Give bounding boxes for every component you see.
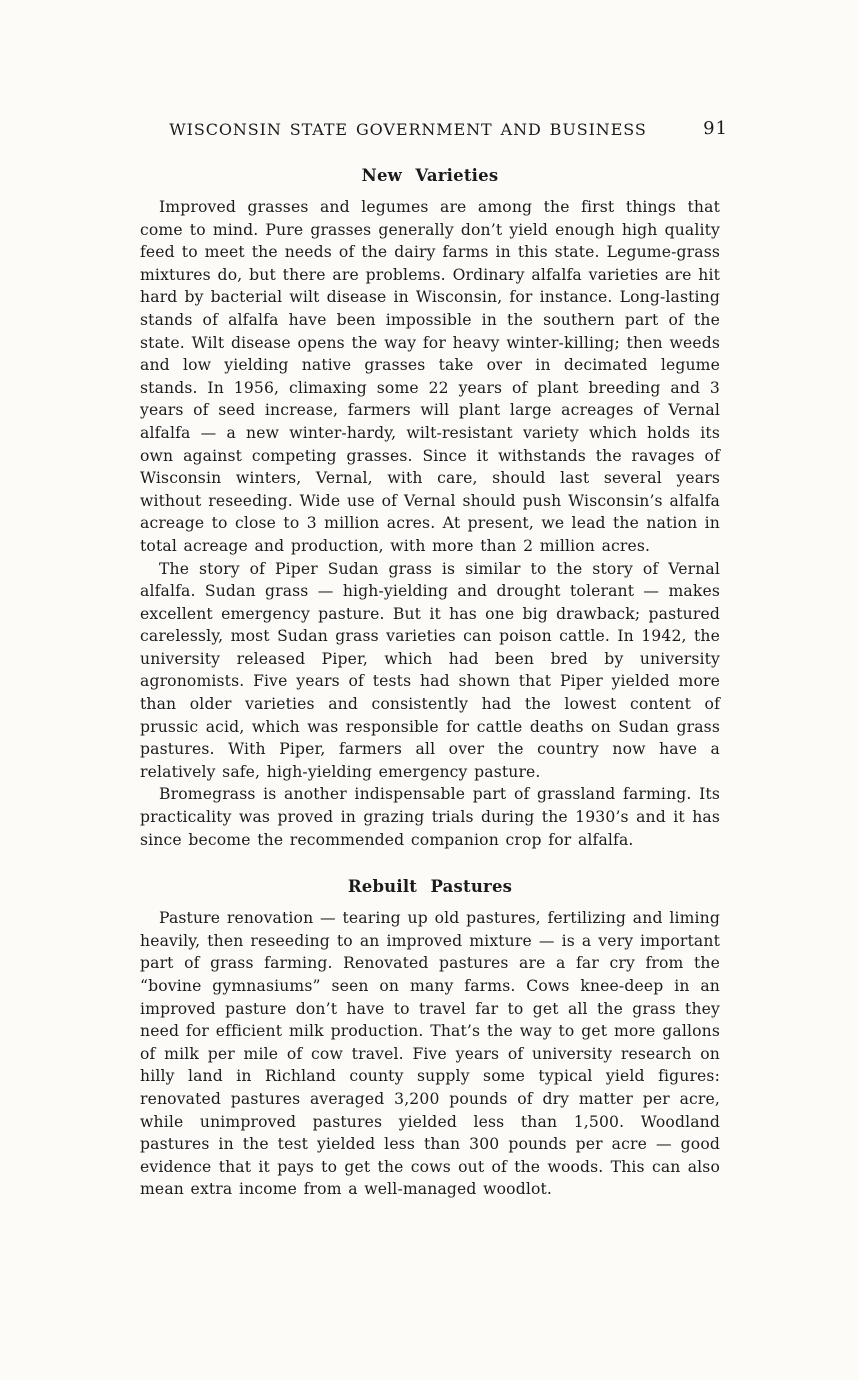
page-number: 91 <box>703 118 728 139</box>
paragraph-new-varieties-2: The story of Piper Sudan grass is similar to the story of Vernal alfalfa. Sudan grass — high-yielding and drought tolerant — makes excellent emergency pasture. But it has one big drawback; pastured carelessly, most Sudan grass varieties can poison cattle. In 1942, the university released Piper, which had been bred by university agronomists. Five years of tests had shown that Piper yielded more than older varieties and consistently had the lowest content of prussic acid, which was responsible for cattle deaths on Sudan grass pastures. With Piper, farmers all over the country now have a relatively safe, high-yielding emergency pasture. <box>140 559 720 781</box>
section-rebuilt-pastures <box>140 877 720 1201</box>
section-new-varieties <box>140 166 720 851</box>
page-header <box>140 118 728 142</box>
section-heading-new-varieties: New Varieties <box>361 166 499 185</box>
paragraph-rebuilt-pastures-1: Pasture renovation — tearing up old pastures, fertilizing and liming heavily, then reseeding to an improved mixture — is a very important part of grass farming. Renovated pastures are a far cry from the “bovine gymnasiums” seen on many farms. Cows knee-deep in an improved pasture don’t have to travel far to get all the grass they need for efficient milk production. That’s the way to get more gallons of milk per mile of cow travel. Five years of university research on hilly land in Richland county supply some typical yield figures: renovated pastures averaged 3,200 pounds of dry matter per acre, while unimproved pastures yielded less than 1,500. Woodland pastures in the test yielded less than 300 pounds per acre — good evidence that it pays to get the cows out of the woods. This can also mean extra income from a well-managed woodlot. <box>140 909 720 1199</box>
running-title: WISCONSIN STATE GOVERNMENT AND BUSINESS <box>169 120 647 139</box>
section-heading-rebuilt-pastures: Rebuilt Pastures <box>347 877 513 897</box>
paragraph-new-varieties-1: Improved grasses and legumes are among the first things that come to mind. Pure grasses generally don’t yield enough high quality feed to meet the needs of the dairy farms in this state. Legume-grass mixtures do, but there are problems. Ordinary alfalfa varieties are hit hard by bacterial wilt disease in Wisconsin, for instance. Long-lasting stands of alfalfa have been impossible in the southern part of the state. Wilt disease opens the way for heavy winter-killing; then weeds and low yielding native grasses take over in decimated legume stands. In 1956, climaxing some 22 years of plant breeding and 3 years of seed increase, farmers will plant large acreages of Vernal alfalfa — a new winter-hardy, wilt-resistant variety which holds its own against competing grasses. Since it withstands the ravages of Wisconsin winters, Vernal, with care, should last several years without reseeding. Wide use of Vernal should push Wisconsin’s alfalfa acreage to close to 3 million acres. At present, we lead the nation in total acreage and production, with more than 2 million acres. <box>140 198 720 555</box>
paragraph-new-varieties-3: Bromegrass is another indispensable part of grassland farming. Its practicality was proved in grazing trials during the 1930’s and it has since become the recommended companion crop for alfalfa. <box>140 785 720 849</box>
